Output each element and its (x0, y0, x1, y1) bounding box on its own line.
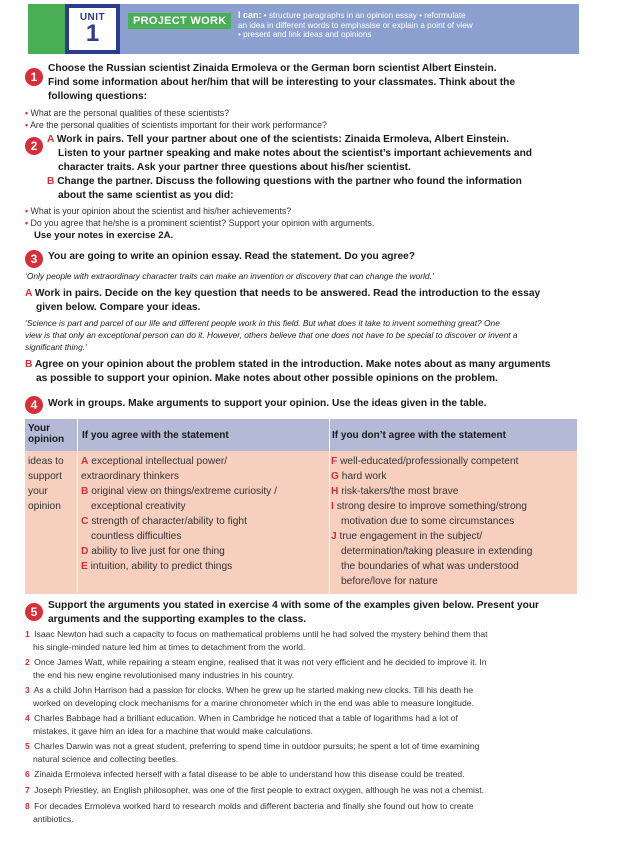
disagree-line: J true engagement in the subject/ (331, 531, 483, 542)
exercise-3b-instruction: B Agree on your opinion about the problem stated in the introduction. Make notes about as many arguments (25, 359, 551, 370)
exercise-2b-instruction: about the same scientist as you did: (58, 190, 234, 201)
unit-badge (65, 4, 120, 54)
bullet-item: • What are the personal qualities of these scientists? (25, 108, 230, 118)
arguments-table (25, 419, 577, 594)
exercise-number-4: 4 (25, 396, 43, 414)
bullet-item: • Do you agree that he/she is a prominent scientist? Support your opinion with arguments. (25, 218, 375, 228)
exercise-1-instruction: following questions: (48, 91, 148, 102)
disagree-line: H risk-takers/the most brave (331, 486, 459, 497)
exercise-2a-instruction: A Work in pairs. Tell your partner about one of the scientists: Zinaida Ermoleva, Albert Einstein. (47, 134, 509, 145)
statement-quote: ‘Only people with extraordinary character traits can make an invention or discovery that can change the world.’ (25, 271, 434, 281)
disagree-line: G hard work (331, 471, 387, 482)
example-item: 4 Charles Babbage had a brilliant education. When in Cambridge he noticed that a table of logarithms had a lot of mistakes, it gave him an idea for a machine that would make calculations. (25, 713, 458, 736)
disagree-line: motivation due to some circumstances (341, 516, 515, 527)
exercise-3a-instruction: given below. Compare your ideas. (36, 302, 201, 313)
exercise-5-instruction: Support the arguments you stated in exercise 4 with some of the examples given below. Present your (48, 600, 540, 611)
essay-introduction: view is that only an exceptional person can do it. However, others believe that one does not have to be special to discover or invent a (25, 330, 518, 340)
example-item: 1 Isaac Newton had such a capacity to focus on mathematical problems until he had solved the mystery behind them that his single-minded nature led him at times to detachment from the world. (25, 629, 488, 652)
agree-line: countless difficulties (91, 531, 182, 542)
ican-line: an idea in different words to emphasise or explain a point of view (238, 20, 473, 30)
exercise-2a-instruction: Listen to your partner speaking and make notes about the scientist’s important achievements and (58, 148, 533, 159)
exercise-2-note: Use your notes in exercise 2A. (34, 230, 174, 241)
essay-introduction: ‘Science is part and parcel of our life and different people work in this field. But what does it take to invent something great? One (25, 318, 500, 328)
exercise-1-instruction: Choose the Russian scientist Zinaida Ermoleva or the German born scientist Albert Einstein. (48, 63, 497, 74)
exercise-3b-instruction: as possible to support your opinion. Make notes about other possible opinions on the problem. (36, 373, 498, 384)
exercise-4-instruction: Work in groups. Make arguments to support your opinion. Use the ideas given in the table. (48, 398, 487, 409)
opinion-cell: ideas to support your opinion (28, 456, 64, 512)
example-item: 7 Joseph Priestley, an English philosopher, was one of the first people to extract oxygen, although he was not a chemist. (25, 785, 485, 795)
agree-line: D ability to live just for one thing (81, 546, 225, 557)
agree-line: A exceptional intellectual power/ (81, 456, 228, 467)
ican-objectives (238, 11, 568, 40)
table-header-agree: If you agree with the statement (82, 430, 229, 441)
disagree-cell (331, 454, 532, 589)
disagree-line: the boundaries of what was understood (341, 561, 519, 572)
table-divider (329, 419, 330, 594)
example-item: 3 As a child John Harrison had a passion for clocks. When he grew up he started making new clocks. Till his death he worked on developing clock mechanisms for a marine chronometer which in the end was able to measure longitude. (25, 685, 474, 708)
bullet-item: • Are the personal qualities of scientists important for their work performance? (25, 120, 327, 130)
table-header-opinion: Your opinion (28, 423, 65, 445)
exercise-2a-instruction: character traits. Ask your partner three questions about his/her scientist. (58, 162, 411, 173)
disagree-line: before/love for nature (341, 576, 438, 587)
project-work-badge: PROJECT WORK (128, 13, 231, 29)
table-header-disagree: If you don’t agree with the statement (332, 430, 506, 441)
exercise-2b-instruction: B Change the partner. Discuss the following questions with the partner who found the information (47, 176, 522, 187)
exercise-3a-instruction: A Work in pairs. Decide on the key question that needs to be answered. Read the introduction to the essay (25, 288, 541, 299)
agree-line: C strength of character/ability to fight (81, 516, 247, 527)
exercise-number-5: 5 (25, 603, 43, 621)
unit-label: UNIT (79, 12, 106, 23)
table-divider (77, 419, 78, 594)
exercise-number-3: 3 (25, 250, 43, 268)
example-item: 6 Zinaida Ermoleva infected herself with a fatal disease to be able to understand how this disease could be treated. (25, 769, 465, 779)
ican-line: • present and link ideas and opinions (238, 30, 372, 39)
example-item: 5 Charles Darwin was not a great student, preferring to spend time in outdoor pursuits; he spent a lot of time examining natural science and collecting beetles. (25, 741, 480, 764)
disagree-line: determination/taking pleasure in extending (341, 546, 533, 557)
exercise-number-2: 2 (25, 137, 43, 155)
essay-introduction: significant thing.’ (25, 342, 87, 352)
agree-line: B original view on things/extreme curiosity / (81, 486, 277, 497)
exercise-3-instruction: You are going to write an opinion essay. Read the statement. Do you agree? (48, 251, 416, 262)
exercise-5-instruction: arguments and the supporting examples to the class. (48, 614, 307, 625)
disagree-line: F well-educated/professionally competent (331, 456, 519, 467)
exercise-1-instruction: Find some information about her/him that will be interesting to your classmates. Think about the (48, 77, 515, 88)
agree-cell (81, 454, 277, 574)
agree-line: E intuition, ability to predict things (81, 561, 233, 572)
exercise-number-1: 1 (25, 68, 43, 86)
agree-line: exceptional creativity (91, 501, 186, 512)
disagree-line: I strong desire to improve something/strong (331, 501, 527, 512)
header-green-strip (28, 4, 69, 54)
ican-title: I can: (238, 10, 262, 20)
bullet-item: • What is your opinion about the scientist and his/her achievements? (25, 206, 292, 216)
agree-line: extraordinary thinkers (81, 471, 179, 482)
ican-line: • structure paragraphs in an opinion essay • reformulate (263, 11, 466, 20)
unit-number: 1 (85, 20, 100, 47)
example-item: 8 For decades Ermoleva worked hard to research molds and different bacteria and finally she found out how to create antibiotics. (25, 801, 474, 824)
example-item: 2 Once James Watt, while repairing a steam engine, realised that it was not very efficient and he decided to improve it. In the end his new engine revolutionised many industries in his country. (25, 657, 487, 680)
